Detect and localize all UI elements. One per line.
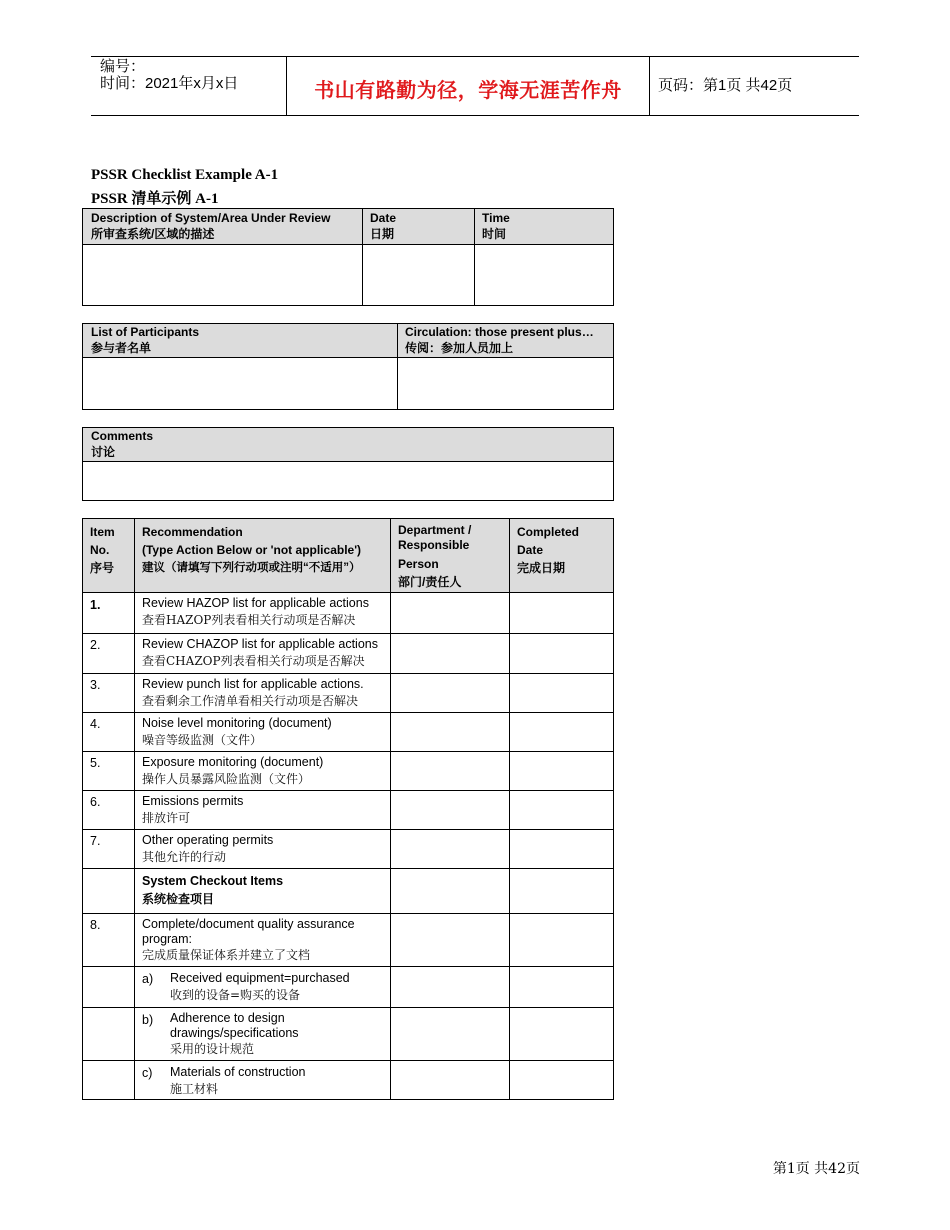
row-1-en: Review HAZOP list for applicable actions bbox=[142, 596, 369, 610]
row-2-recommendation bbox=[142, 636, 378, 670]
row-1-recommendation bbox=[142, 595, 369, 629]
title-en: PSSR Checklist Example A-1 bbox=[91, 167, 279, 183]
row-5-number: 5. bbox=[90, 756, 101, 770]
subrow-a-en: Received equipment=purchased bbox=[170, 971, 350, 985]
row-3-number: 3. bbox=[90, 678, 101, 692]
row-7-recommendation bbox=[142, 832, 273, 866]
time-header bbox=[482, 210, 510, 242]
item-no-header-en1: Item bbox=[90, 525, 115, 539]
header-code-label: 编号： bbox=[100, 58, 146, 75]
recommendation-header-en2: (Type Action Below or 'not applicable') bbox=[142, 543, 362, 557]
row-2-en: Review CHAZOP list for applicable actions bbox=[142, 637, 378, 651]
circulation-field[interactable] bbox=[398, 358, 613, 409]
row-1-number: 1. bbox=[90, 598, 101, 612]
comments-header-zh: 讨论 bbox=[91, 445, 116, 459]
subrow-c-date-field[interactable] bbox=[510, 1061, 613, 1099]
recommendation-header-en1: Recommendation bbox=[142, 525, 243, 539]
row-4-number: 4. bbox=[90, 717, 101, 731]
comments-table bbox=[82, 427, 614, 501]
subrow-a-zh: 收到的设备=购买的设备 bbox=[170, 988, 301, 1002]
row-7-zh: 其他允许的行动 bbox=[142, 850, 227, 864]
department-header bbox=[398, 523, 471, 589]
subrow-a-text bbox=[170, 970, 350, 1004]
row-1-date-field[interactable] bbox=[510, 593, 613, 633]
comments-field[interactable] bbox=[83, 462, 613, 500]
checklist-col-rule-1 bbox=[134, 519, 135, 1099]
completed-date-header-en1: Completed bbox=[517, 525, 580, 539]
subrow-b-en-line2: drawings/specifications bbox=[170, 1026, 299, 1040]
participants-table bbox=[82, 323, 614, 410]
item-no-header-zh: 序号 bbox=[90, 561, 115, 575]
participants-header bbox=[91, 324, 199, 356]
review-info-table bbox=[82, 208, 614, 306]
checklist-table bbox=[82, 518, 614, 1100]
row-7-number: 7. bbox=[90, 834, 101, 848]
date-header-en: Date bbox=[370, 211, 397, 225]
row-8-department-field[interactable] bbox=[391, 914, 509, 966]
department-header-en2: Responsible bbox=[398, 538, 470, 552]
subrow-b-zh: 采用的设计规范 bbox=[170, 1042, 255, 1056]
header-time-label: 时间：2021年x月x日 bbox=[100, 75, 239, 92]
item-no-header bbox=[90, 523, 115, 577]
row-8-zh: 完成质量保证体系并建立了文档 bbox=[142, 948, 311, 962]
department-header-en3: Person bbox=[398, 557, 439, 571]
subrow-b-en-line1: Adherence to design bbox=[170, 1011, 285, 1025]
row-2-date-field[interactable] bbox=[510, 634, 613, 673]
date-field[interactable] bbox=[363, 245, 474, 305]
title-zh: PSSR 清单示例 A-1 bbox=[91, 191, 219, 207]
row-3-date-field[interactable] bbox=[510, 674, 613, 712]
row-4-en: Noise level monitoring (document) bbox=[142, 716, 332, 730]
subrow-b-text bbox=[170, 1011, 299, 1058]
row-8-en-line2: program: bbox=[142, 932, 193, 946]
circulation-header-zh: 传阅：参加人员加上 bbox=[405, 341, 514, 355]
completed-date-header-zh: 完成日期 bbox=[517, 561, 566, 575]
row-1-zh: 查看HAZOP列表看相关行动项是否解决 bbox=[142, 613, 356, 627]
row-6-recommendation bbox=[142, 793, 243, 827]
system-checkout-en: System Checkout Items bbox=[142, 874, 284, 888]
row-4-department-field[interactable] bbox=[391, 713, 509, 751]
header-divider-2 bbox=[649, 56, 650, 115]
row-2-department-field[interactable] bbox=[391, 634, 509, 673]
page-footer: 第1页 共42页 bbox=[772, 1161, 860, 1177]
subrow-b-date-field[interactable] bbox=[510, 1008, 613, 1060]
checklist-row-rule bbox=[83, 868, 613, 869]
header-motto: 书山有路勤为径，学海无涯苦作舟 bbox=[314, 78, 622, 102]
row-3-zh: 查看剩余工作清单看相关行动项是否解决 bbox=[142, 694, 359, 708]
date-header-zh: 日期 bbox=[370, 227, 395, 241]
row-8-en-line1: Complete/document quality assurance bbox=[142, 917, 355, 931]
participants-header-zh: 参与者名单 bbox=[91, 341, 152, 355]
department-header-zh: 部门/责任人 bbox=[398, 575, 462, 589]
header-top-rule bbox=[91, 56, 859, 57]
row-4-recommendation bbox=[142, 715, 332, 749]
header-page-label: 页码：第1页 共42页 bbox=[658, 77, 793, 94]
subrow-c-zh: 施工材料 bbox=[170, 1082, 219, 1096]
row-5-recommendation bbox=[142, 754, 323, 788]
time-header-zh: 时间 bbox=[482, 227, 507, 241]
description-header bbox=[91, 210, 330, 242]
recommendation-header-zh: 建议（请填写下列行动项或注明“不适用”） bbox=[142, 562, 361, 574]
row-8-number: 8. bbox=[90, 918, 101, 932]
description-field[interactable] bbox=[83, 245, 362, 305]
subrow-b-department-field[interactable] bbox=[391, 1008, 509, 1060]
participants-header-en: List of Participants bbox=[91, 325, 200, 339]
row-5-zh: 操作人员暴露风险监测（文件） bbox=[142, 772, 311, 786]
row-3-en: Review punch list for applicable actions. bbox=[142, 677, 364, 691]
row-8-recommendation bbox=[142, 917, 355, 964]
description-header-en: Description of System/Area Under Review bbox=[91, 211, 331, 225]
row-6-department-field[interactable] bbox=[391, 791, 509, 829]
subrow-c-department-field[interactable] bbox=[391, 1061, 509, 1099]
comments-header bbox=[91, 428, 153, 460]
row-4-zh: 噪音等级监测（文件） bbox=[142, 733, 263, 747]
row-2-number: 2. bbox=[90, 638, 101, 652]
subrow-c-letter: c) bbox=[142, 1066, 153, 1080]
completed-date-header bbox=[517, 523, 579, 577]
comments-header-bg bbox=[83, 428, 613, 461]
row-3-recommendation bbox=[142, 676, 364, 710]
subrow-a-date-field[interactable] bbox=[510, 967, 613, 1007]
row-5-date-field[interactable] bbox=[510, 752, 613, 790]
date-header bbox=[370, 210, 396, 242]
row-8-date-field[interactable] bbox=[510, 914, 613, 966]
description-header-zh: 所审查系统/区域的描述 bbox=[91, 227, 215, 241]
row-7-department-field[interactable] bbox=[391, 830, 509, 868]
department-header-en1: Department / bbox=[398, 523, 472, 537]
circulation-header-en: Circulation: those present plus… bbox=[405, 325, 594, 339]
completed-date-header-en2: Date bbox=[517, 543, 544, 557]
row-6-zh: 排放许可 bbox=[142, 811, 191, 825]
header-divider-1 bbox=[286, 56, 287, 115]
item-no-header-en2: No. bbox=[90, 543, 110, 557]
system-checkout-zh: 系统检查项目 bbox=[142, 892, 215, 906]
subrow-a-department-field[interactable] bbox=[391, 967, 509, 1007]
time-header-en: Time bbox=[482, 211, 510, 225]
row-1-department-field[interactable] bbox=[391, 593, 509, 633]
row-7-date-field[interactable] bbox=[510, 830, 613, 868]
time-field[interactable] bbox=[475, 245, 613, 305]
row-4-date-field[interactable] bbox=[510, 713, 613, 751]
subrow-b-letter: b) bbox=[142, 1013, 154, 1027]
circulation-header bbox=[405, 324, 594, 356]
subrow-c-en: Materials of construction bbox=[170, 1065, 306, 1079]
header-bottom-rule bbox=[91, 115, 859, 116]
row-5-en: Exposure monitoring (document) bbox=[142, 755, 324, 769]
subrow-a-letter: a) bbox=[142, 972, 154, 986]
row-6-date-field[interactable] bbox=[510, 791, 613, 829]
row-7-en: Other operating permits bbox=[142, 833, 274, 847]
row-6-number: 6. bbox=[90, 795, 101, 809]
comments-header-en: Comments bbox=[91, 429, 154, 443]
row-3-department-field[interactable] bbox=[391, 674, 509, 712]
row-2-zh: 查看CHAZOP列表看相关行动项是否解决 bbox=[142, 654, 365, 668]
row-6-en: Emissions permits bbox=[142, 794, 244, 808]
system-checkout-heading bbox=[142, 872, 283, 908]
recommendation-header bbox=[142, 523, 361, 577]
subrow-c-text bbox=[170, 1064, 305, 1098]
row-5-department-field[interactable] bbox=[391, 752, 509, 790]
participants-field[interactable] bbox=[83, 358, 397, 409]
